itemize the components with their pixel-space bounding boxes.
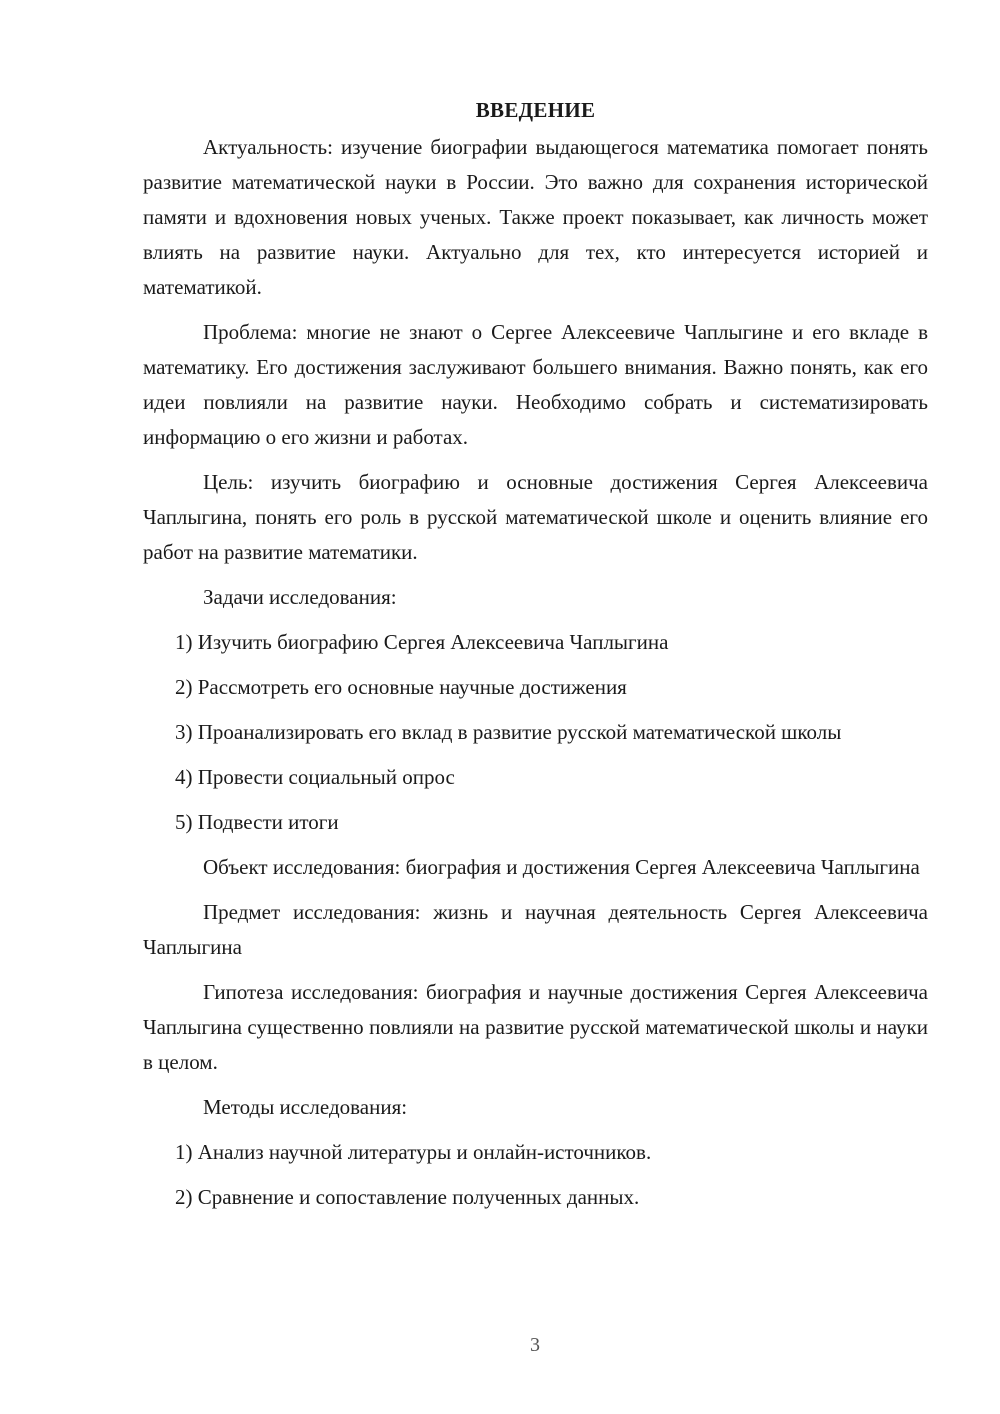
task-item: 1) Изучить биографию Сергея Алексеевича Чаплыгина [175,630,669,654]
task-item: 5) Подвести итоги [175,810,339,834]
goal-paragraph: Цель: изучить биографию и основные достижения Сергея Алексеевича Чаплыгина, понять его роль в русской математической школе и оценить влияние его работ на развитие математики. [143,470,928,564]
problem-paragraph: Проблема: многие не знают о Сергее Алексеевиче Чаплыгине и его вкладе в математику. Его достижения заслуживают большего внимания. Важно понять, как его идеи повлияли на развитие науки. Необходимо собрать и систематизировать информацию о его жизни и работах. [143,320,928,449]
object-paragraph: Объект исследования: биография и достижения Сергея Алексеевича Чаплыгина [203,855,920,879]
task-item: 2) Рассмотреть его основные научные достижения [175,675,627,699]
methods-heading: Методы исследования: [203,1095,408,1119]
hypothesis-paragraph: Гипотеза исследования: биография и научные достижения Сергея Алексеевича Чаплыгина существенно повлияли на развитие русской математической школы и науки в целом. [143,980,928,1074]
task-item: 3) Проанализировать его вклад в развитие русской математической школы [175,720,842,744]
section-title: ВВЕДЕНИЕ [475,98,596,122]
relevance-paragraph: Актуальность: изучение биографии выдающегося математика помогает понять развитие математической науки в России. Это важно для сохранения исторической памяти и вдохновения новых ученых. Также проект показывает, как личность может влиять на развитие науки. Актуально для тех, кто интересуется историей и математикой. [143,135,928,299]
tasks-heading: Задачи исследования: [203,585,397,609]
subject-paragraph: Предмет исследования: жизнь и научная деятельность Сергея Алексеевича Чаплыгина [143,900,928,959]
method-item: 2) Сравнение и сопоставление полученных данных. [175,1185,640,1209]
task-item: 4) Провести социальный опрос [175,765,455,789]
document-page [143,92,928,1225]
method-item: 1) Анализ научной литературы и онлайн-источников. [175,1140,652,1164]
page-number: 3 [530,1334,540,1356]
